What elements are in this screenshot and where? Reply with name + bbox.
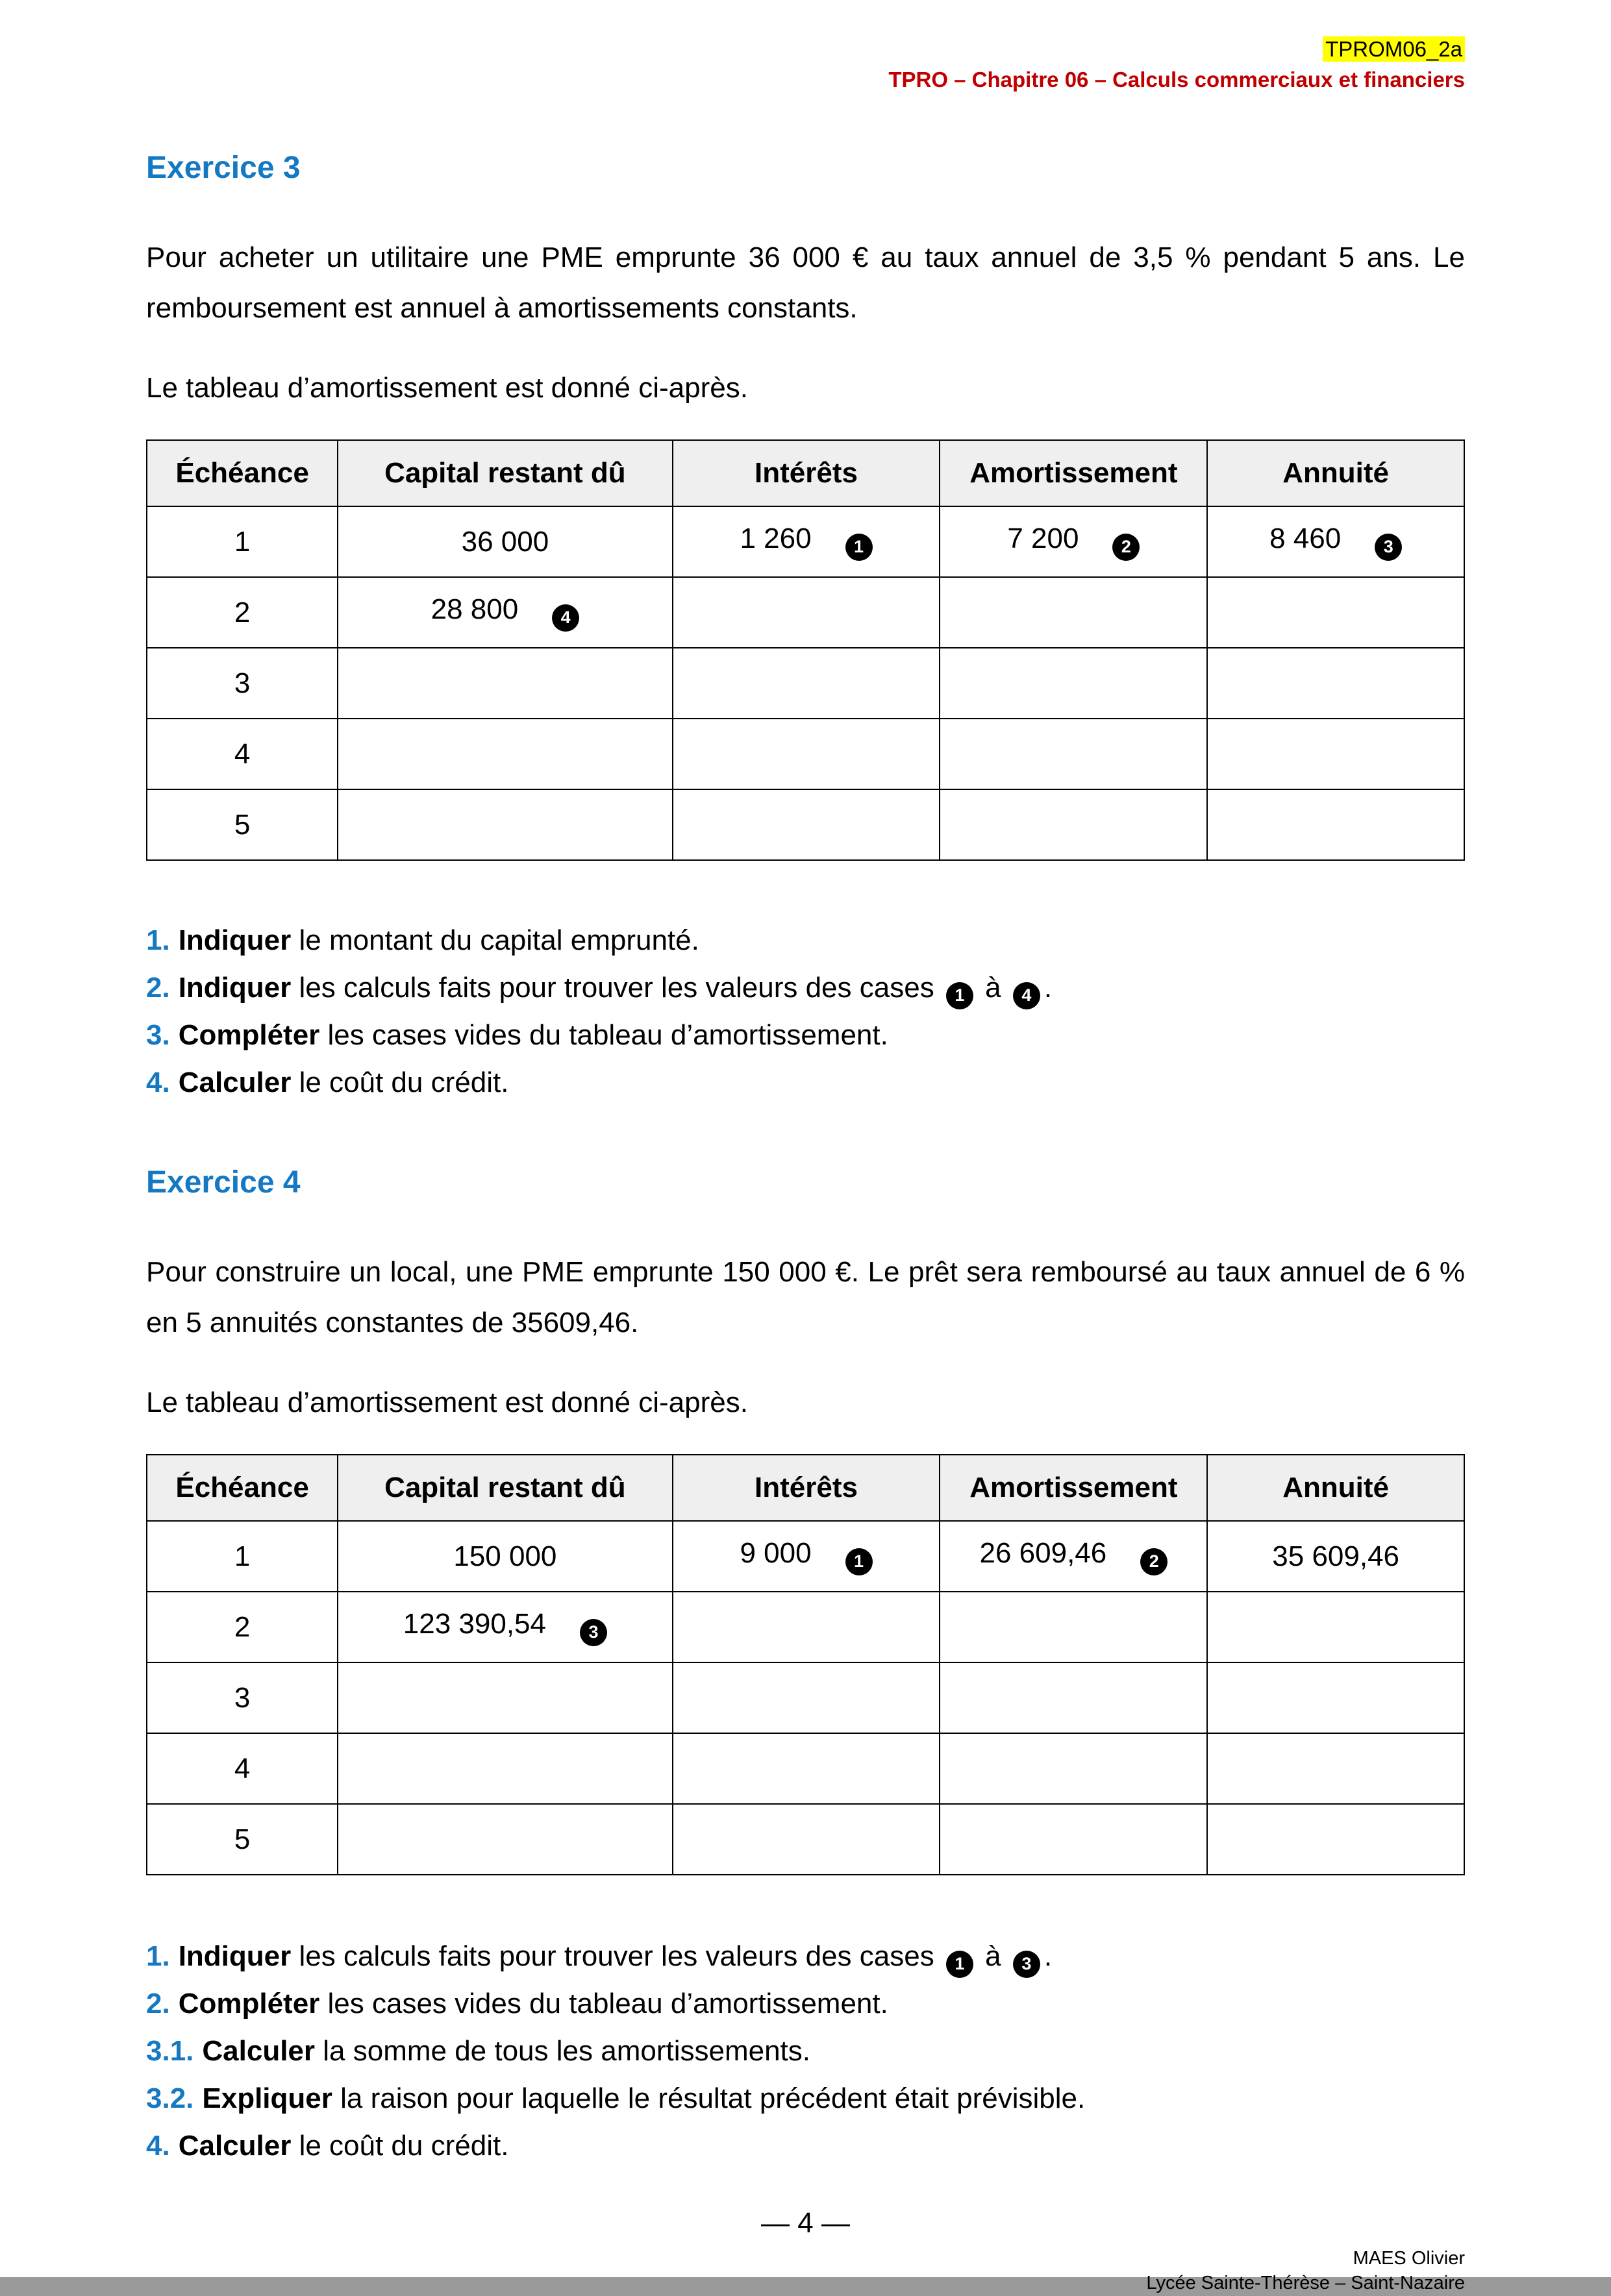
- table-cell: 7 200: [1007, 523, 1079, 555]
- document-title: TPRO – Chapitre 06 – Calculs commerciaux et financiers: [888, 67, 1465, 92]
- table-header-amortissement: Amortissement: [940, 1455, 1207, 1521]
- question-item: [146, 2027, 1465, 2075]
- question-text: les cases vides du tableau d’amortissement.: [319, 1988, 888, 2020]
- exercise-4-questions: [146, 1932, 1465, 2169]
- question-verb: Expliquer: [202, 2082, 332, 2115]
- exercise-3-questions: [146, 917, 1465, 1106]
- question-number: 3.: [146, 1019, 170, 1051]
- table-row: [147, 1804, 1464, 1875]
- question-text: le montant du capital emprunté.: [291, 924, 699, 956]
- exercise-4-title: Exercice 4: [146, 1165, 301, 1200]
- question-text: le coût du crédit.: [291, 2130, 509, 2162]
- amortization-table-ex3: [146, 439, 1465, 861]
- table-cell: 26 609,46: [979, 1537, 1107, 1570]
- value-badge-4: 4: [1013, 982, 1040, 1009]
- table-cell: 4: [234, 1752, 251, 1784]
- exercise-3-title: Exercice 3: [146, 150, 301, 185]
- table-cell: 1: [234, 1540, 251, 1572]
- table-cell: 8 460: [1269, 523, 1342, 555]
- table-cell: 3: [234, 667, 251, 699]
- document-header: [146, 36, 1465, 94]
- table-cell: 35 609,46: [1272, 1540, 1400, 1572]
- table-row: [147, 789, 1464, 860]
- table-cell: 28 800: [431, 593, 519, 626]
- exercise-3-intro: Pour acheter un utilitaire une PME emprunte 36 000 € au taux annuel de 3,5 % pendant 5 ans. Le remboursement est annuel à amortissements constants.: [146, 241, 1465, 324]
- question-text: .: [1043, 1940, 1053, 1973]
- question-verb: Indiquer: [178, 1940, 292, 1973]
- question-item: [146, 1932, 1465, 1980]
- table-cell: 2: [234, 1611, 251, 1643]
- value-badge-3: 3: [580, 1619, 607, 1646]
- exercise-4-table-note: Le tableau d’amortissement est donné ci-après.: [146, 1387, 748, 1419]
- footer-school: Lycée Sainte-Thérèse – Saint-Nazaire: [1146, 2273, 1465, 2294]
- question-verb: Calculer: [178, 1067, 292, 1098]
- exercise-3-table-note: Le tableau d’amortissement est donné ci-après.: [146, 372, 748, 404]
- table-row: [147, 506, 1464, 577]
- question-item: [146, 1980, 1465, 2027]
- document-footer: [146, 2207, 1465, 2296]
- question-number: 2.: [146, 972, 170, 1004]
- question-number: 1.: [146, 924, 170, 956]
- question-number: 4.: [146, 2130, 170, 2162]
- table-header-echeance: Échéance: [147, 1455, 338, 1521]
- table-row: [147, 1662, 1464, 1733]
- question-text: à: [977, 1940, 1009, 1973]
- table-header-echeance: Échéance: [147, 440, 338, 506]
- table-cell: 9 000: [740, 1537, 812, 1570]
- value-badge-3: 3: [1375, 534, 1402, 561]
- table-header-annuite: Annuité: [1207, 440, 1464, 506]
- question-item: [146, 1059, 1465, 1106]
- table-header-annuite: Annuité: [1207, 1455, 1464, 1521]
- page-number: — 4 —: [761, 2207, 850, 2240]
- question-number: 3.2.: [146, 2082, 194, 2115]
- table-cell: 150 000: [453, 1540, 557, 1572]
- exercise-4: [146, 1166, 1465, 2169]
- value-badge-1: 1: [845, 534, 873, 561]
- table-header-row: [147, 440, 1464, 506]
- table-cell: 1: [234, 525, 251, 558]
- table-header-interets: Intérêts: [673, 440, 940, 506]
- value-badge-4: 4: [552, 604, 579, 632]
- table-row: [147, 1592, 1464, 1662]
- table-cell: 1 260: [740, 523, 812, 555]
- question-text: les cases vides du tableau d’amortissement.: [319, 1019, 888, 1051]
- document-code-line: [146, 36, 1465, 64]
- question-verb: Calculer: [178, 2130, 292, 2162]
- table-row: [147, 648, 1464, 719]
- value-badge-1: 1: [946, 1951, 973, 1978]
- document-code-highlight: TPROM06_2a: [1323, 36, 1465, 62]
- question-verb: Calculer: [202, 2035, 316, 2068]
- table-row: [147, 577, 1464, 648]
- question-text: les calculs faits pour trouver les valeurs des cases: [291, 972, 942, 1004]
- question-text: .: [1043, 972, 1053, 1004]
- value-badge-2: 2: [1112, 534, 1140, 561]
- table-header-interets: Intérêts: [673, 1455, 940, 1521]
- table-cell: 3: [234, 1681, 251, 1714]
- question-item: [146, 2075, 1465, 2122]
- question-item: [146, 2122, 1465, 2169]
- question-number: 3.1.: [146, 2035, 194, 2068]
- question-text: le coût du crédit.: [291, 1067, 509, 1098]
- table-cell: 5: [234, 808, 251, 841]
- exercise-4-intro: Pour construire un local, une PME emprunte 150 000 €. Le prêt sera remboursé au taux annuel de 6 % en 5 annuités constantes de 35609,46.: [146, 1255, 1465, 1339]
- question-verb: Compléter: [178, 1988, 320, 2020]
- question-verb: Compléter: [178, 1019, 320, 1051]
- question-number: 2.: [146, 1988, 170, 2020]
- question-text: à: [977, 972, 1009, 1004]
- table-cell: 5: [234, 1823, 251, 1855]
- question-verb: Indiquer: [178, 924, 292, 956]
- footer-credits: [146, 2246, 1465, 2296]
- value-badge-1: 1: [946, 982, 973, 1009]
- question-text: la raison pour laquelle le résultat précédent était prévisible.: [332, 2082, 1086, 2115]
- table-header-amortissement: Amortissement: [940, 440, 1207, 506]
- question-verb: Indiquer: [178, 972, 292, 1004]
- table-row: [147, 1733, 1464, 1804]
- question-number: 1.: [146, 1940, 170, 1973]
- question-item: [146, 1011, 1465, 1059]
- table-header-capital: Capital restant dû: [338, 440, 672, 506]
- value-badge-1: 1: [845, 1548, 873, 1575]
- value-badge-3: 3: [1013, 1951, 1040, 1978]
- question-item: [146, 917, 1465, 964]
- question-text: les calculs faits pour trouver les valeurs des cases: [291, 1940, 942, 1973]
- table-cell: 2: [234, 596, 251, 628]
- table-cell: 36 000: [461, 525, 549, 558]
- table-header-capital: Capital restant dû: [338, 1455, 672, 1521]
- exercise-3: [146, 151, 1465, 1106]
- table-cell: 123 390,54: [403, 1608, 546, 1640]
- table-header-row: [147, 1455, 1464, 1521]
- question-item: [146, 964, 1465, 1011]
- table-cell: 4: [234, 737, 251, 770]
- question-text: la somme de tous les amortissements.: [315, 2035, 810, 2068]
- table-row: [147, 719, 1464, 789]
- question-number: 4.: [146, 1067, 170, 1098]
- footer-author: MAES Olivier: [1353, 2248, 1465, 2269]
- amortization-table-ex4: [146, 1454, 1465, 1875]
- value-badge-2: 2: [1140, 1548, 1168, 1575]
- table-row: [147, 1521, 1464, 1592]
